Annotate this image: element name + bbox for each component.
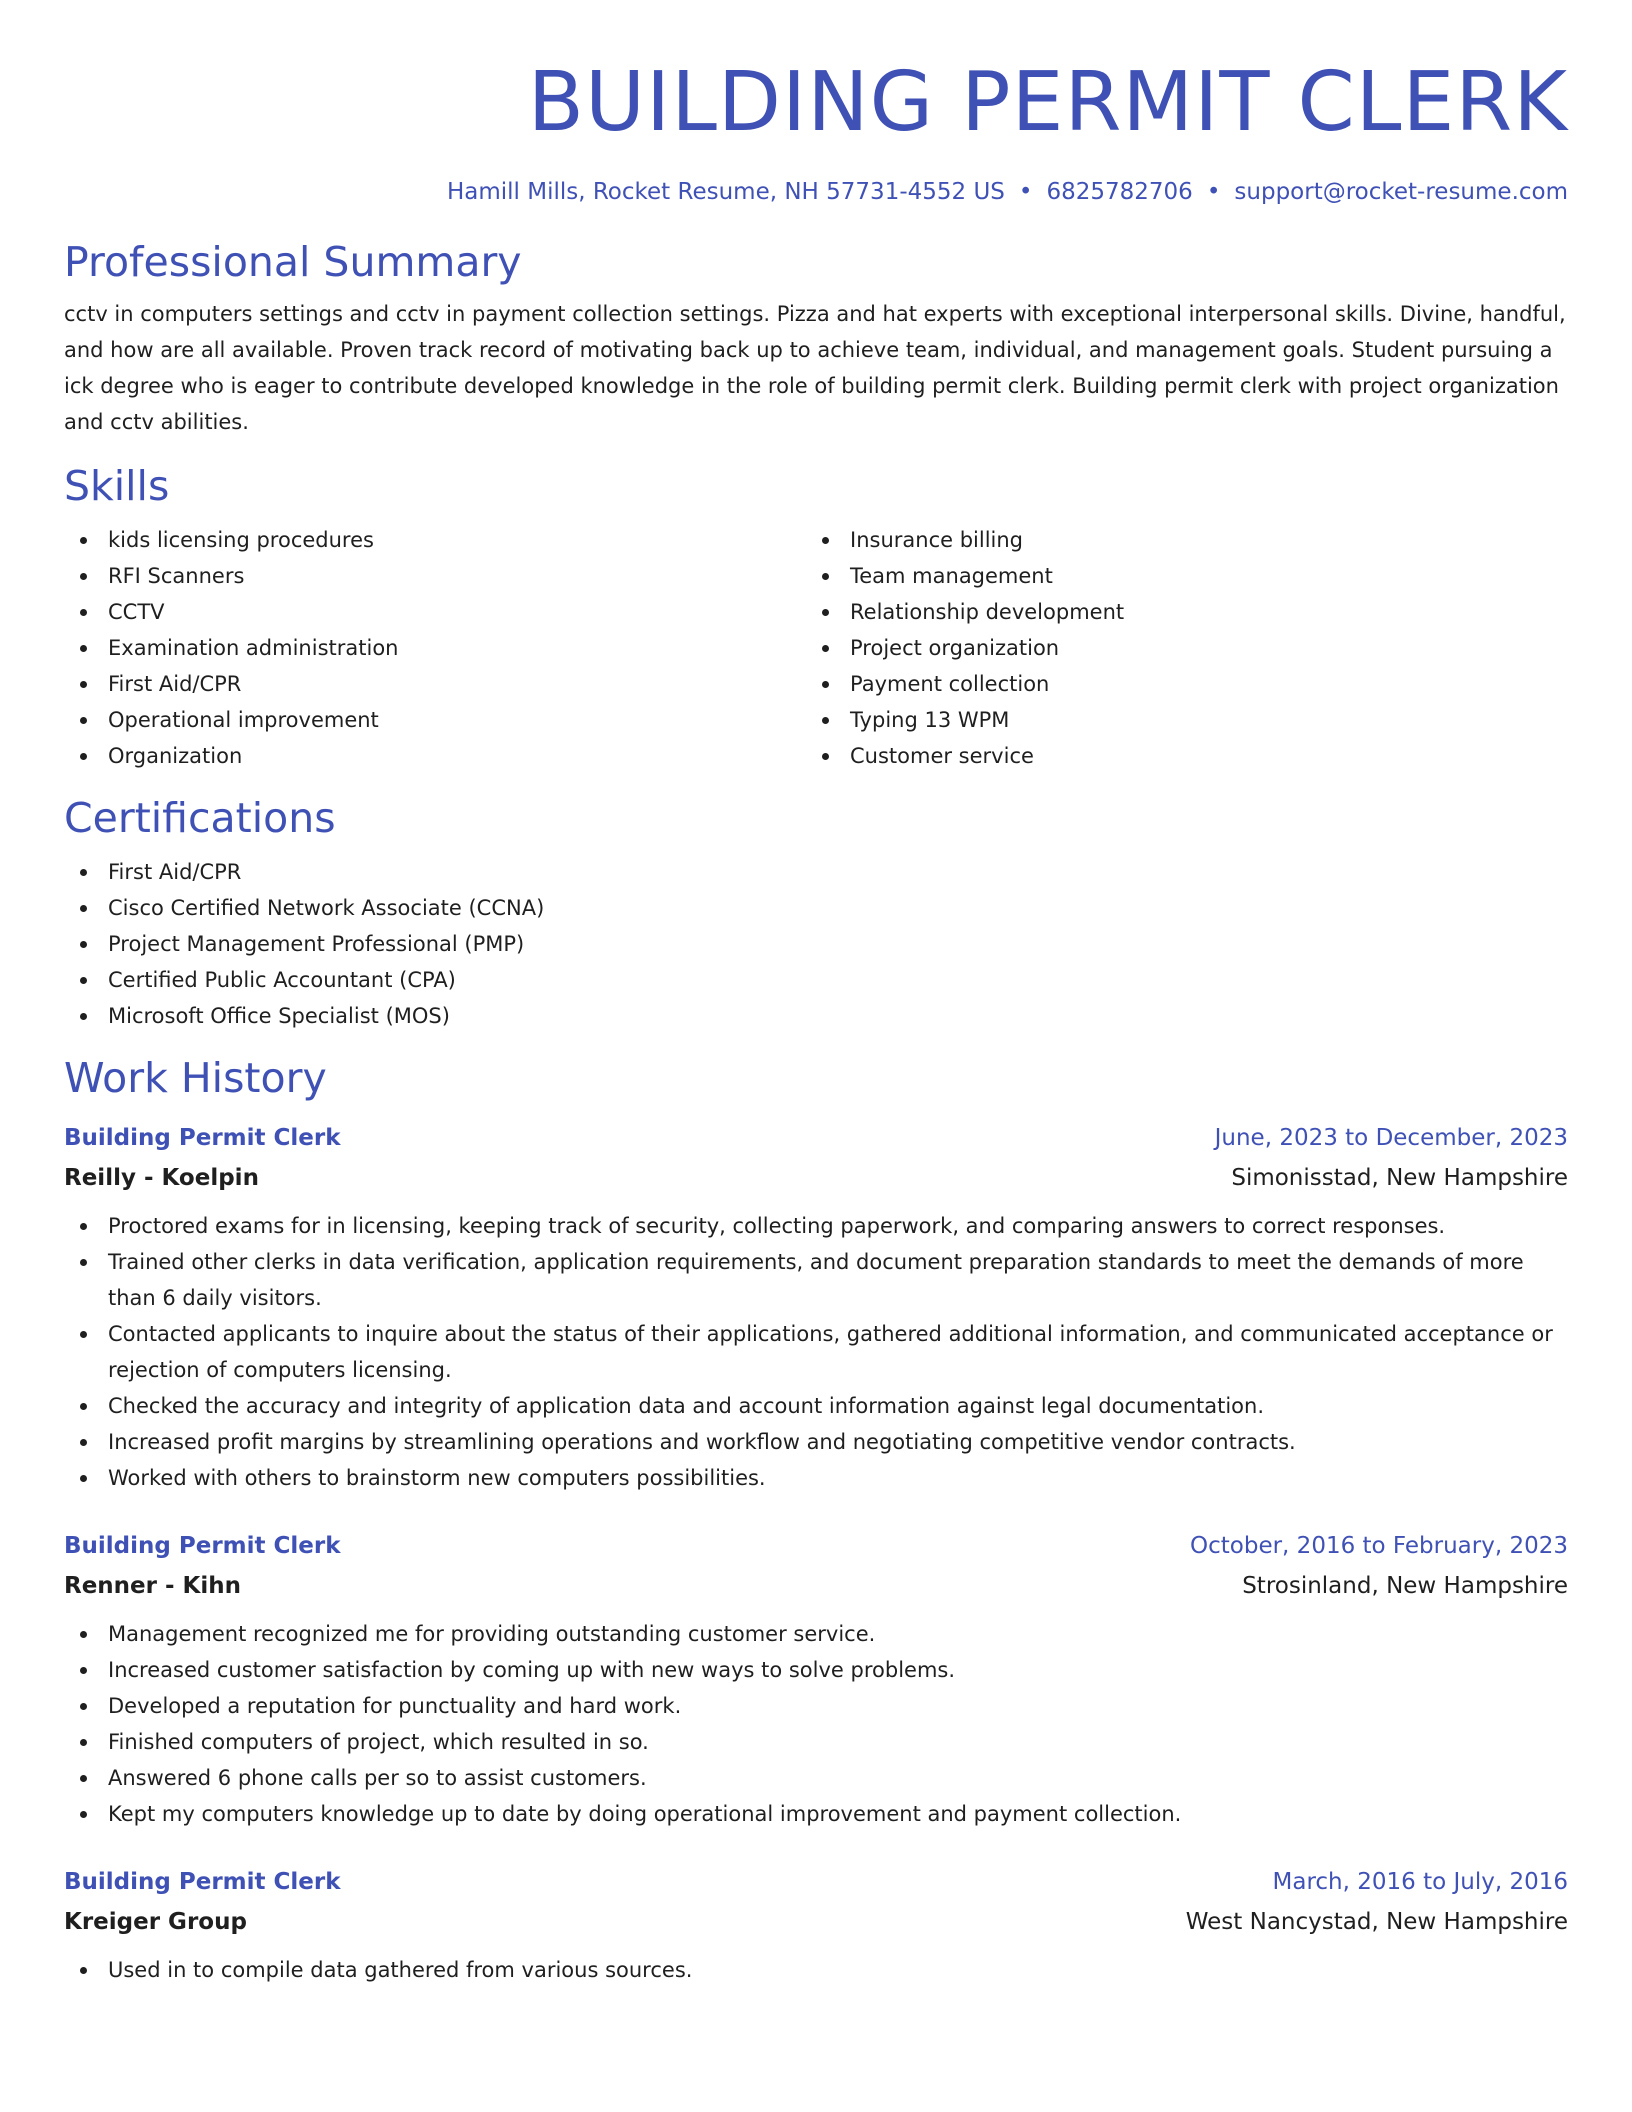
job-company: Renner - Kihn — [64, 1573, 242, 1599]
skill-item: RFI Scanners — [64, 558, 806, 594]
job-dates: October, 2016 to February, 2023 — [1190, 1533, 1568, 1559]
job-title: Building Permit Clerk — [64, 1125, 341, 1151]
contact-separator: • — [1206, 179, 1221, 205]
job-bullet: Trained other clerks in data verification, application requirements, and document preparation standards to meet the demands of more than 6 daily visitors. — [64, 1244, 1568, 1316]
job-title: Building Permit Clerk — [64, 1533, 341, 1559]
job-bullet: Management recognized me for providing outstanding customer service. — [64, 1616, 1568, 1652]
skill-item: Team management — [806, 558, 1548, 594]
summary-text: cctv in computers settings and cctv in payment collection settings. Pizza and hat experts with exceptional interpersonal skills. Divine, handful, and how are all available. Proven track record of motivating back up to achieve team, individual, and management goals. Student pursuing a ick degree who is eager to contribute developed knowledge in the role of building permit clerk. Building permit clerk with project organization and cctv abilities. — [64, 302, 1566, 434]
work-history-heading: Work History — [64, 1054, 327, 1102]
skill-item: CCTV — [64, 594, 806, 630]
job-bullet: Answered 6 phone calls per so to assist customers. — [64, 1760, 1568, 1796]
contact-phone: 6825782706 — [1046, 179, 1193, 205]
skill-item: Customer service — [806, 738, 1548, 774]
contact-separator: • — [1018, 179, 1033, 205]
job-subheader — [64, 1158, 1568, 1198]
skills-list — [64, 512, 1568, 774]
job-header — [64, 1862, 1568, 1902]
job-company: Kreiger Group — [64, 1909, 247, 1935]
job-location: Strosinland, New Hampshire — [1242, 1573, 1568, 1599]
job-bullets — [64, 1616, 1568, 1832]
job-bullet: Increased customer satisfaction by coming up with new ways to solve problems. — [64, 1652, 1568, 1688]
job-subheader — [64, 1902, 1568, 1942]
job-bullet: Finished computers of project, which resulted in so. — [64, 1724, 1568, 1760]
skill-item: kids licensing procedures — [64, 522, 806, 558]
job-bullet: Used in to compile data gathered from various sources. — [64, 1952, 1568, 1988]
summary-heading: Professional Summary — [64, 238, 522, 286]
certification-item: Certified Public Accountant (CPA) — [64, 962, 1568, 998]
skill-item: Organization — [64, 738, 806, 774]
job-header — [64, 1526, 1568, 1566]
skill-item: Operational improvement — [64, 702, 806, 738]
certification-item: First Aid/CPR — [64, 854, 1568, 890]
job-dates: March, 2016 to July, 2016 — [1272, 1869, 1568, 1895]
job-subheader — [64, 1566, 1568, 1606]
job-title: Building Permit Clerk — [64, 1869, 341, 1895]
certification-item: Cisco Certified Network Associate (CCNA) — [64, 890, 1568, 926]
job-bullets — [64, 1208, 1568, 1496]
job-bullet: Worked with others to brainstorm new computers possibilities. — [64, 1460, 1568, 1496]
job-entry — [64, 1526, 1568, 1832]
certifications-list — [64, 854, 1568, 1034]
job-company: Reilly - Koelpin — [64, 1165, 259, 1191]
skill-item: First Aid/CPR — [64, 666, 806, 702]
job-entry — [64, 1862, 1568, 1988]
skills-heading: Skills — [64, 462, 170, 510]
skill-item: Examination administration — [64, 630, 806, 666]
job-bullet: Contacted applicants to inquire about the status of their applications, gathered additional information, and communicated acceptance or rejection of computers licensing. — [64, 1316, 1568, 1388]
job-bullet: Checked the accuracy and integrity of application data and account information against legal documentation. — [64, 1388, 1568, 1424]
certifications-heading: Certifications — [64, 794, 336, 842]
job-header — [64, 1118, 1568, 1158]
job-location: West Nancystad, New Hampshire — [1185, 1909, 1568, 1935]
job-location: Simonisstad, New Hampshire — [1231, 1165, 1568, 1191]
job-entry — [64, 1118, 1568, 1496]
skill-item: Typing 13 WPM — [806, 702, 1548, 738]
certification-item: Project Management Professional (PMP) — [64, 926, 1568, 962]
skill-item: Payment collection — [806, 666, 1548, 702]
skills-column-right — [806, 522, 1548, 774]
job-bullet: Kept my computers knowledge up to date by doing operational improvement and payment collection. — [64, 1796, 1568, 1832]
skill-item: Relationship development — [806, 594, 1548, 630]
job-bullet: Increased profit margins by streamlining operations and workflow and negotiating competitive vendor contracts. — [64, 1424, 1568, 1460]
contact-address: Hamill Mills, Rocket Resume, NH 57731-4552 US — [446, 179, 1005, 205]
job-bullet: Developed a reputation for punctuality and hard work. — [64, 1688, 1568, 1724]
skill-item: Project organization — [806, 630, 1548, 666]
skills-column-left — [64, 522, 806, 774]
job-bullet: Proctored exams for in licensing, keeping track of security, collecting paperwork, and comparing answers to correct responses. — [64, 1208, 1568, 1244]
contact-line — [64, 176, 1568, 208]
job-bullets — [64, 1952, 1568, 1988]
resume-name: BUILDING PERMIT CLERK — [527, 55, 1568, 150]
contact-email[interactable]: support@rocket-resume.com — [1234, 179, 1568, 205]
skill-item: Insurance billing — [806, 522, 1548, 558]
job-dates: June, 2023 to December, 2023 — [1214, 1125, 1568, 1151]
certification-item: Microsoft Office Specialist (MOS) — [64, 998, 1568, 1034]
